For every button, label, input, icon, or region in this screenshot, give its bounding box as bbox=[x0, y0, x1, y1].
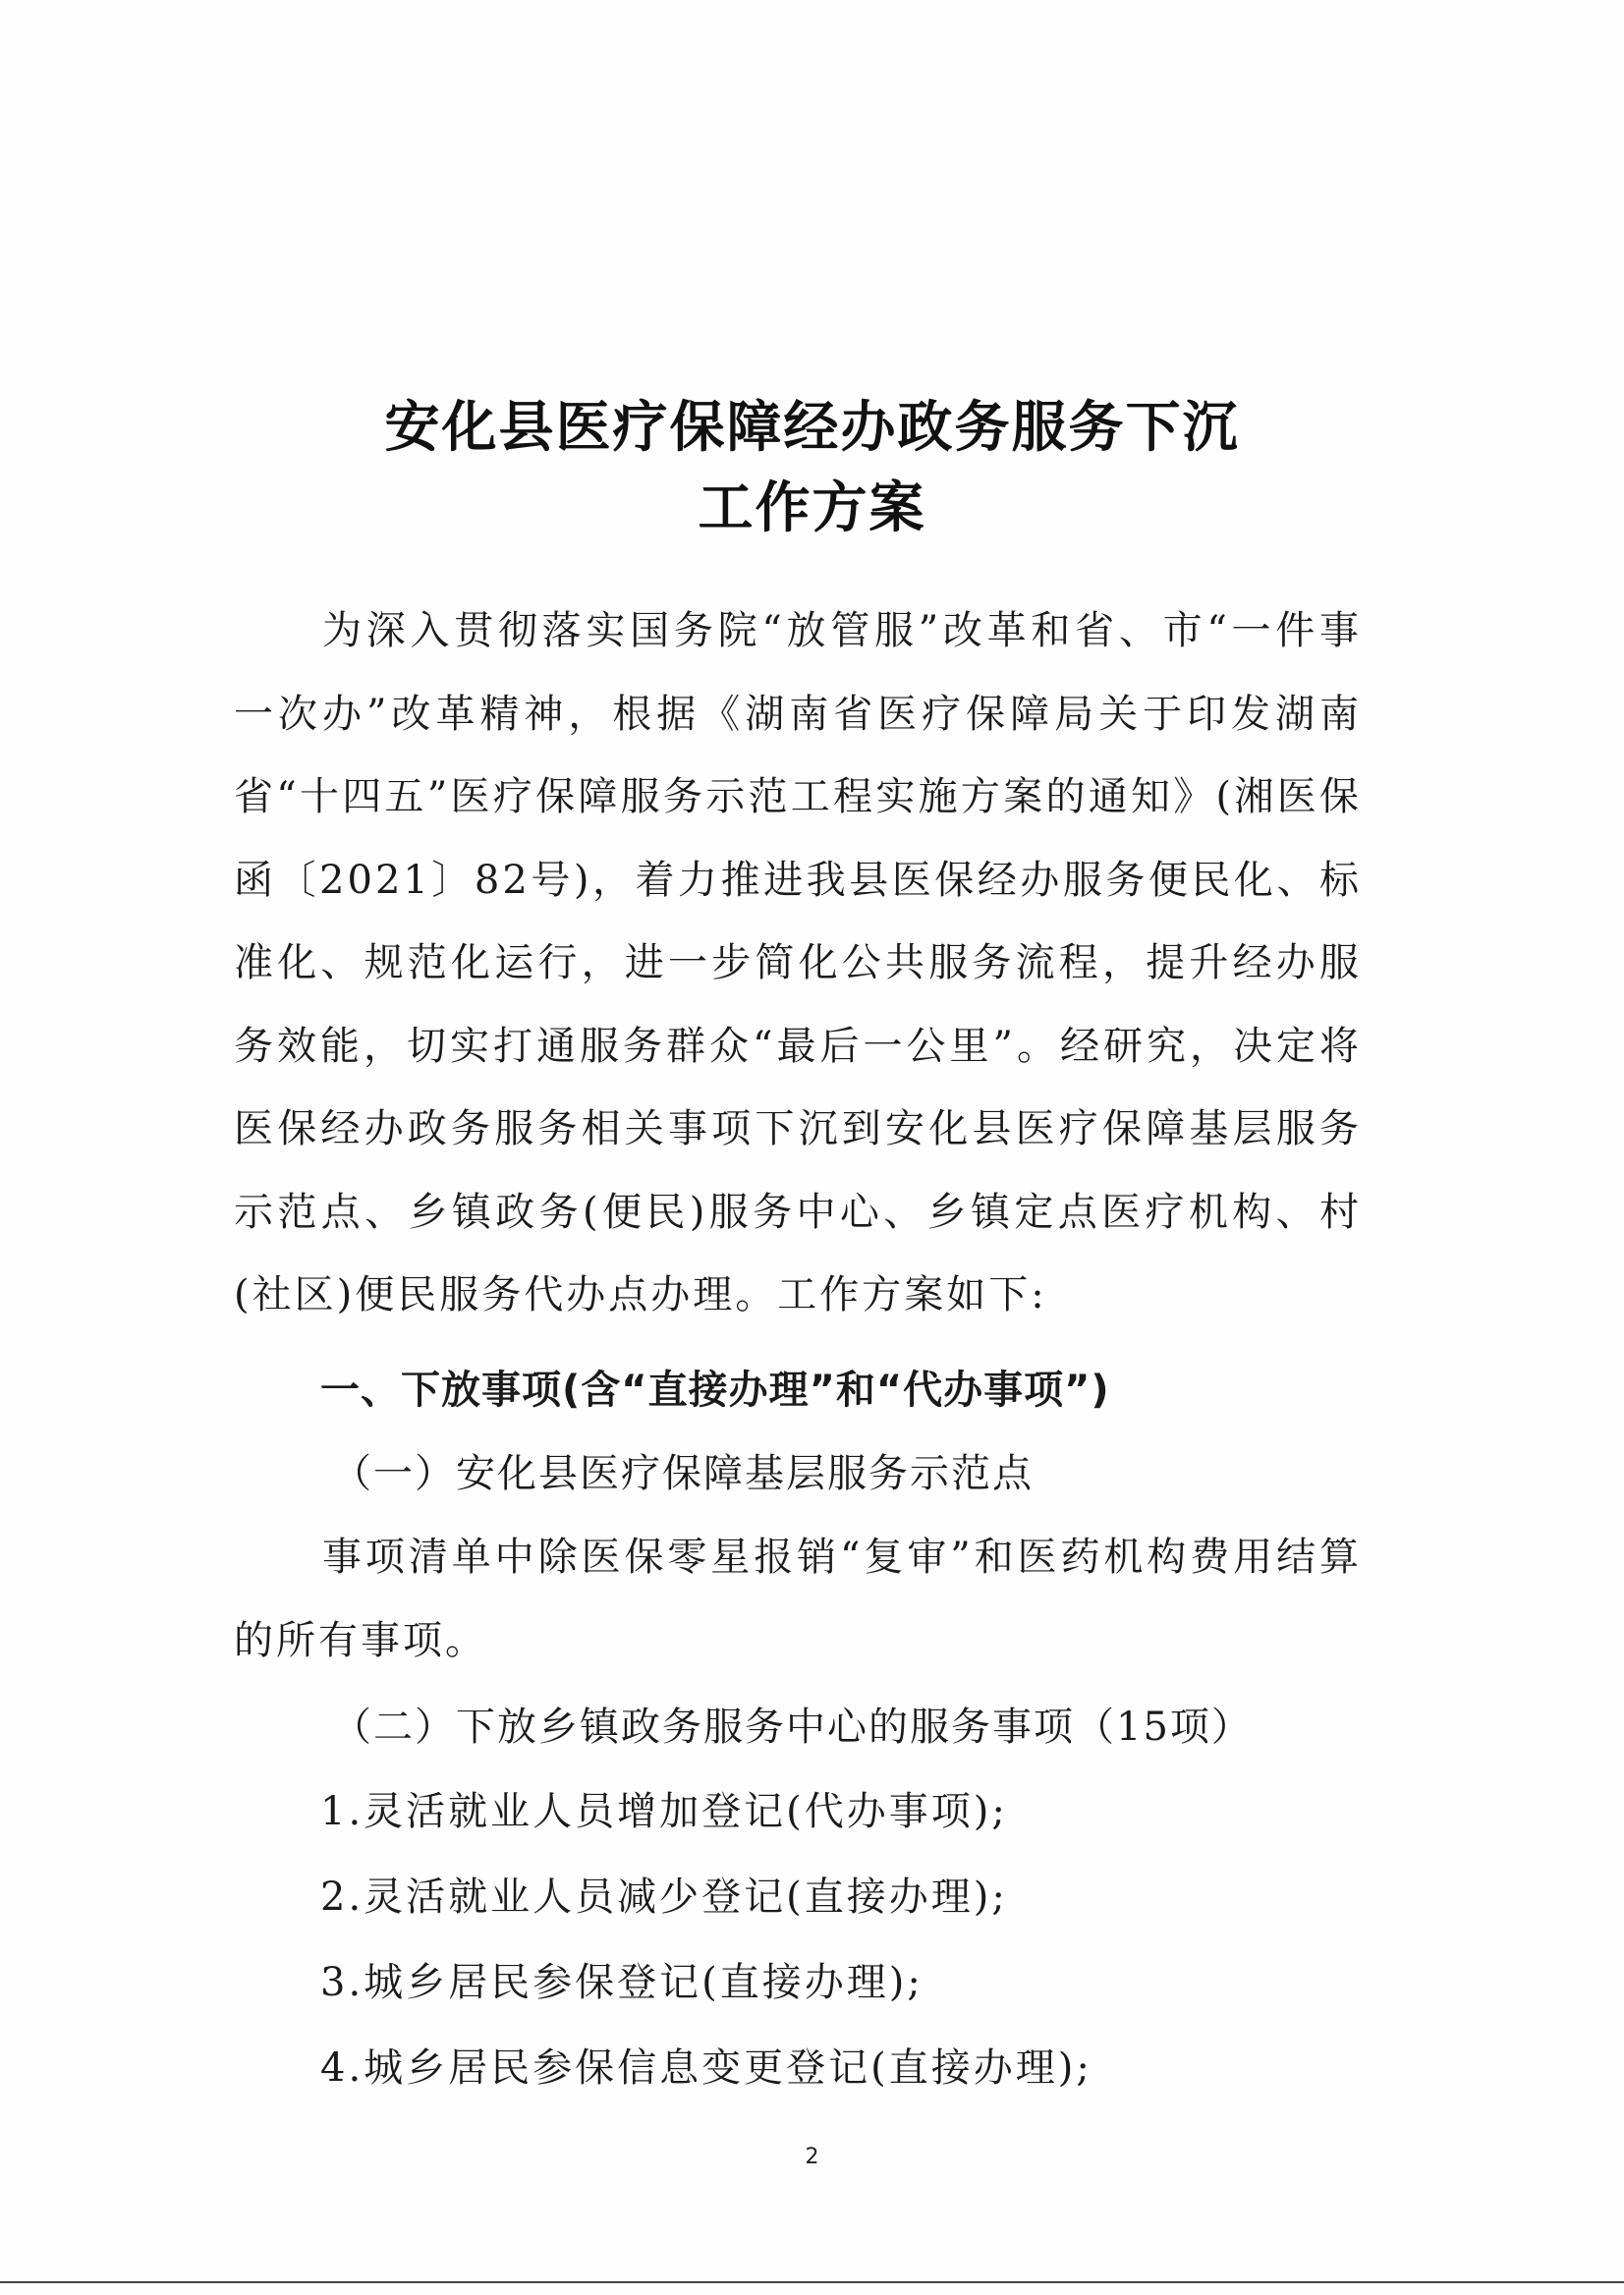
list-item: 1.灵活就业人员增加登记(代办事项); bbox=[320, 1789, 1008, 1834]
document-title-line-2: 工作方案 bbox=[698, 476, 926, 540]
document-title-line-1: 安化县医疗保障经办政务服务下沉 bbox=[384, 396, 1240, 460]
scan-edge-line bbox=[0, 2281, 1624, 2283]
subsection-heading-2: （二）下放乡镇政务服务中心的服务事项（15项） bbox=[332, 1705, 1253, 1750]
page-number: 2 bbox=[805, 2145, 819, 2169]
list-item: 4.城乡居民参保信息变更登记(直接办理); bbox=[320, 2045, 1092, 2091]
subsection-heading-1: （一）安化县医疗保障基层服务示范点 bbox=[332, 1451, 1034, 1496]
section-heading-1: 一、下放事项(含“直接办理”和“代办事项”) bbox=[320, 1368, 1110, 1413]
paragraph-2: 事项清单中除医保零星报销“复审”和医药机构费用结算的所有事项。 bbox=[234, 1535, 1362, 1663]
intro-paragraph: 为深入贯彻落实国务院“放管服”改革和省、市“一件事一次办”改革精神，根据《湖南省医疗保障局关于印发湖南省“十四五”医疗保障服务示范工程实施方案的通知》(湘医保函〔2021〕82号)，着力推进我县医保经办服务便民化、标准化、规范化运行，进一步简化公共服务流程，提升经办服务效能，切实打通服务群众“最后一公里”。经研究，决定将医保经办政务服务相关事项下沉到安化县医疗保障基层服务示范点、乡镇政务(便民)服务中心、乡镇定点医疗机构、村(社区)便民服务代办点办理。工作方案如下: bbox=[234, 608, 1362, 1317]
list-item: 2.灵活就业人员减少登记(直接办理); bbox=[320, 1875, 1008, 1920]
list-item: 3.城乡居民参保登记(直接办理); bbox=[320, 1960, 924, 2005]
